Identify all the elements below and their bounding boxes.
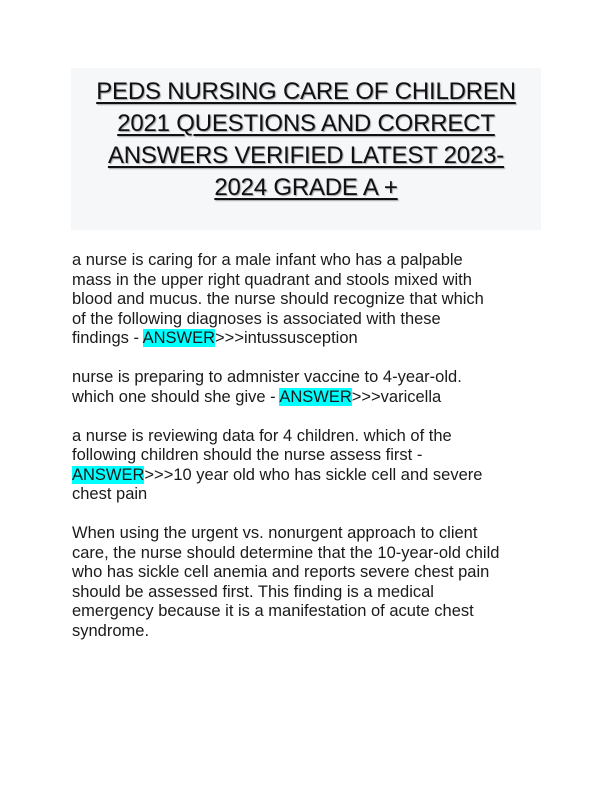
question-line: findings - [72, 329, 143, 347]
question-line: mass in the upper right quadrant and stools mixed with [72, 270, 472, 289]
question-line: which one should she give - [72, 387, 280, 406]
title-line: 2021 QUESTIONS AND CORRECT [117, 110, 495, 137]
explanation-paragraph [72, 524, 542, 641]
question-line: following children should the nurse assess first - [72, 446, 423, 464]
explanation-line: should be assessed first. This finding is a medical [72, 582, 434, 601]
answer-text: >>>10 year old who has sickle cell and severe [144, 465, 483, 484]
answer-text: >>>varicella [351, 387, 442, 406]
explanation-line: care, the nurse should determine that the 10-year-old child [72, 543, 500, 562]
question-line: a nurse is reviewing data for 4 children. which of the [72, 426, 452, 445]
answer-text: chest pain [72, 485, 148, 503]
qa-item-2 [72, 368, 542, 407]
qa-item-3 [72, 427, 542, 505]
explanation-line: When using the urgent vs. nonurgent approach to client [72, 524, 478, 542]
question-line: of the following diagnoses is associated with these [72, 309, 441, 328]
title-line: ANSWERS VERIFIED LATEST 2023- [107, 142, 505, 169]
answer-highlight: ANSWER [279, 387, 352, 406]
document-title [71, 76, 541, 204]
explanation-line: who has sickle cell anemia and reports severe chest pain [72, 563, 490, 581]
question-answer-line [72, 329, 542, 349]
qa-item-1 [72, 251, 542, 349]
title-line: 2024 GRADE A + [214, 174, 398, 201]
explanation-line: emergency because it is a manifestation of acute chest [72, 602, 474, 620]
document-body [72, 251, 542, 661]
title-box [71, 68, 541, 230]
title-line: PEDS NURSING CARE OF CHILDREN [96, 78, 516, 105]
answer-highlight: ANSWER [72, 465, 145, 484]
answer-highlight: ANSWER [142, 329, 216, 347]
answer-text: >>>intussusception [215, 329, 358, 347]
explanation-line: syndrome. [72, 621, 150, 640]
question-line: nurse is preparing to admnister vaccine to 4-year-old. [72, 368, 462, 386]
question-line: blood and mucus. the nurse should recognize that which [72, 290, 484, 308]
question-answer-line [72, 466, 542, 486]
question-line: a nurse is caring for a male infant who has a palpable [72, 251, 463, 269]
question-answer-line [72, 388, 542, 408]
